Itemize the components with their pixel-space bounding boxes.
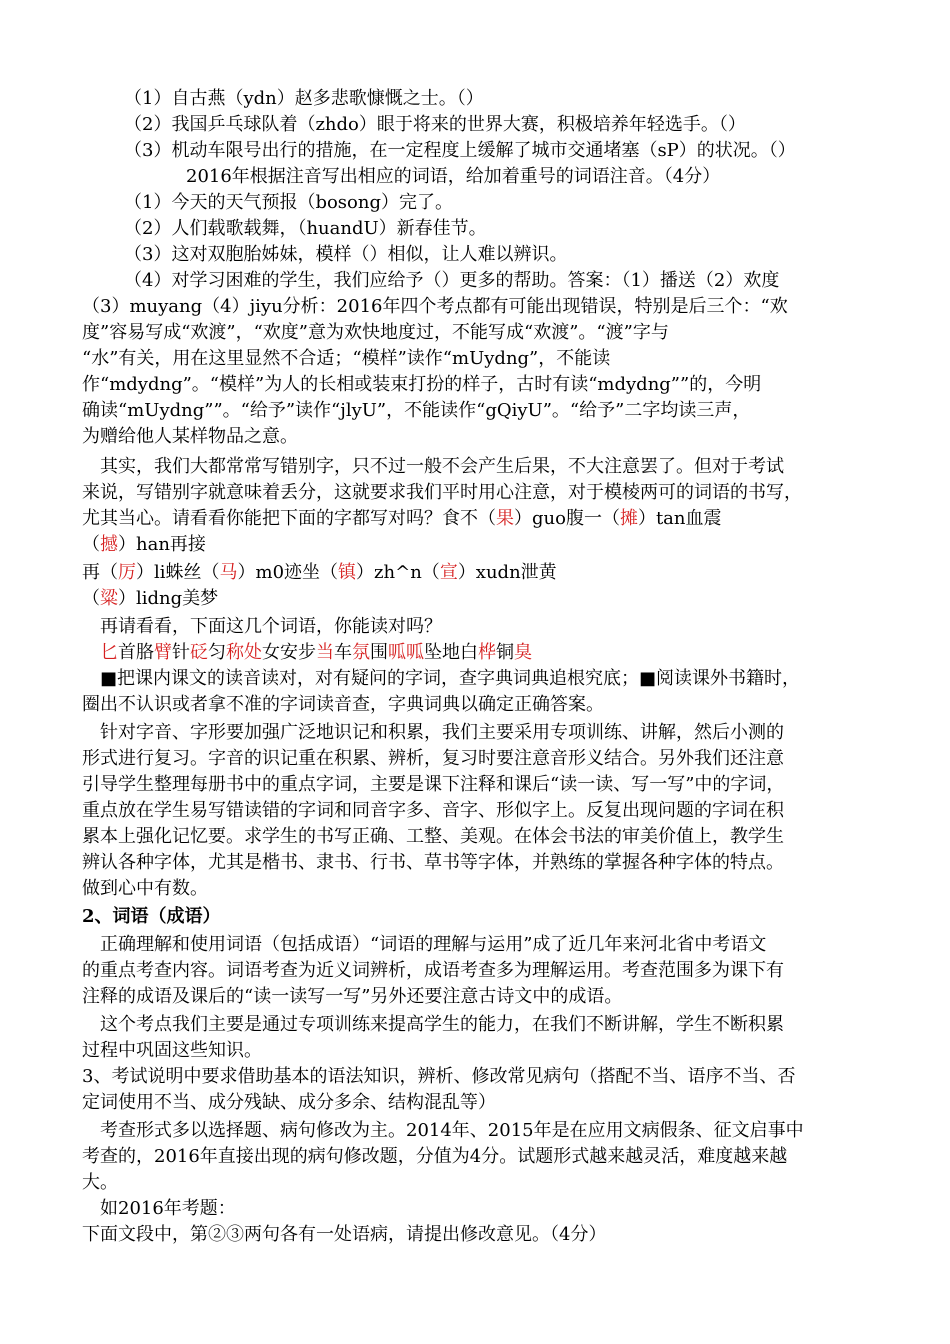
highlighted-character: 臭 [514, 642, 532, 663]
text-line: 如2016年考题： [100, 1198, 236, 1219]
text-segment: ）m0迹坐（ [237, 562, 339, 583]
text-segment: 尤其当心。请看看你能把下面的字都写对吗？食不（ [82, 508, 496, 529]
highlighted-character: 氛 [352, 642, 370, 663]
text-line: （4）对学习困难的学生，我们应给予（）更多的帮助。答案：（1）播送（2）欢度 [124, 270, 780, 291]
text-segment: 匀 [208, 642, 226, 663]
text-line: 下面文段中，第②③两句各有一处语病，请提出修改意见。（4分） [82, 1224, 607, 1245]
text-line: “水”有关，用在这里显然不合适；“模样”读作“mUydng”，不能读 [82, 348, 611, 369]
text-line: 重点放在学生易写错读错的字词和同音字多、音字、形似字上。反复出现问题的字词在积 [82, 800, 784, 821]
text-line [82, 506, 950, 532]
text-line: （2）我国乒乓球队着（zhdo）眼于将来的世界大赛，积极培养年轻选手。（） [124, 114, 746, 135]
highlighted-character: 当 [316, 642, 334, 663]
text-line: 针对字音、字形要加强广泛地识记和积累，我们主要采用专项训练、讲解，然后小测的 [100, 722, 784, 743]
highlighted-character: 砭 [190, 642, 208, 663]
text-line: 考查的，2016年直接出现的病句修改题，分值为4分。试题形式越来越灵活，难度越来越 [82, 1146, 788, 1167]
text-line: 确读“mUydng””。“给予”读作“jlyU”，不能读作“gQiyU”。“给予”二字均读三声， [82, 400, 751, 421]
text-segment: 女安步 [262, 642, 316, 663]
text-line: 形式进行复习。字音的识记重在积累、辨析，复习时要注意音形义结合。另外我们还注意 [82, 748, 784, 769]
answer-character: 粱 [100, 588, 118, 609]
text-line: 的重点考查内容。词语考查为近义词辨析，成语考查多为理解运用。考查范围多为课下有 [82, 960, 784, 981]
text-line [100, 640, 950, 666]
text-segment: ）guo腹一（ [514, 508, 620, 529]
highlighted-character: 称处 [226, 642, 262, 663]
text-segment: 铜 [496, 642, 514, 663]
text-line: 定词使用不当、成分残缺、成分多余、结构混乱等） [82, 1092, 496, 1113]
highlighted-character: 呱呱 [388, 642, 424, 663]
text-segment: （ [82, 588, 100, 609]
text-line: 辨认各种字体，尤其是楷书、隶书、行书、草书等字体，并熟练的掌握各种字体的特点。 [82, 852, 784, 873]
text-line: （3）机动车限号出行的措施，在一定程度上缓解了城市交通堵塞（sP）的状况。（） [124, 140, 796, 161]
text-line: 大。 [82, 1172, 118, 1193]
text-line: 来说，写错别字就意味着丢分，这就要求我们平时用心注意，对于模棱两可的词语的书写， [82, 482, 802, 503]
text-line: 再请看看，下面这几个词语，你能读对吗？ [100, 616, 442, 637]
text-line: 累本上强化记忆要。求学生的书写正确、工整、美观。在体会书法的审美价值上，教学生 [82, 826, 784, 847]
section-heading: 2、词语（成语） [82, 906, 221, 927]
text-segment: 车 [334, 642, 352, 663]
text-line: 度”容易写成“欢渡”，“欢度”意为欢快地度过，不能写成“欢渡”。“渡”字与 [82, 322, 669, 343]
text-line: 其实，我们大都常常写错别字，只不过一般不会产生后果，不大注意罢了。但对于考试 [100, 456, 784, 477]
text-line: 引导学生整理每册书中的重点字词，主要是课下注释和课后“读一读、写一写”中的字词， [82, 774, 785, 795]
text-line: 为赠给他人某样物品之意。 [82, 426, 298, 447]
answer-character: 厉 [118, 562, 136, 583]
answer-character: 宣 [439, 562, 458, 583]
text-segment: 首胳 [118, 642, 154, 663]
text-segment: ）li蛛丝（ [136, 562, 220, 583]
text-line: ■把课内课文的读音读对，对有疑问的字词，查字典词典追根究底；■阅读课外书籍时， [100, 668, 801, 689]
text-line: （2）人们载歌载舞，（huandU）新春佳节。 [124, 218, 487, 239]
text-line: 考查形式多以选择题、病句修改为主。2014年、2015年是在应用文病假条、征文启事中 [100, 1120, 804, 1141]
highlighted-character: 桦 [478, 642, 496, 663]
text-segment: ）tan血震 [637, 508, 722, 529]
text-line: 做到心中有数。 [82, 878, 208, 899]
highlighted-character: 匕 [100, 642, 118, 663]
text-segment: 针 [172, 642, 190, 663]
highlighted-character: 臂 [154, 642, 172, 663]
answer-character: 撼 [100, 534, 118, 555]
text-line: 2016年根据注音写出相应的词语，给加着重号的词语注音。（4分） [186, 166, 721, 187]
text-line: 注释的成语及课后的“读一读写一写”另外还要注意古诗文中的成语。 [82, 986, 623, 1007]
text-segment: 坠地白 [424, 642, 478, 663]
text-line: 这个考点我们主要是通过专项训练来提高学生的能力，在我们不断讲解，学生不断积累 [100, 1014, 784, 1035]
text-segment: 再（ [82, 562, 118, 583]
text-line: （1）今天的天气预报（bosong）完了。 [124, 192, 453, 213]
answer-character: 镇 [338, 562, 357, 583]
text-segment: （ [82, 534, 100, 555]
text-segment: ）zh^n（ [356, 562, 440, 583]
text-line: 正确理解和使用词语（包括成语）“词语的理解与运用”成了近几年来河北省中考语文 [100, 934, 767, 955]
text-segment: 围 [370, 642, 388, 663]
text-line: 过程中巩固这些知识。 [82, 1040, 262, 1061]
text-line: 圈出不认识或者拿不准的字词读音查，字典词典以确定正确答案。 [82, 694, 604, 715]
text-segment: ）xudn泄黄 [457, 562, 557, 583]
answer-character: 马 [219, 562, 238, 583]
text-line: 作“mdydng”。“模样”为人的长相或装束打扮的样子，古时有读“mdydng””的，今明 [82, 374, 762, 395]
text-segment: ）han再接 [118, 534, 206, 555]
text-line [82, 586, 950, 612]
text-line: （3）这对双胞胎姊妹，模样（）相似，让人难以辨识。 [124, 244, 568, 265]
text-line: （1）自古燕（ydn）赵多悲歌慷慨之士。（） [124, 88, 484, 109]
text-line [82, 560, 950, 586]
answer-character: 摊 [619, 508, 638, 529]
text-line: （3）muyang（4）jiyu分析：2016年四个考点都有可能出现错误，特别是后三个：“欢 [82, 296, 788, 317]
section-heading: 3、考试说明中要求借助基本的语法知识，辨析、修改常见病句（搭配不当、语序不当、否 [82, 1066, 796, 1087]
text-segment: ）lidng美梦 [118, 588, 219, 609]
answer-character: 果 [496, 508, 514, 529]
text-line [82, 532, 950, 558]
